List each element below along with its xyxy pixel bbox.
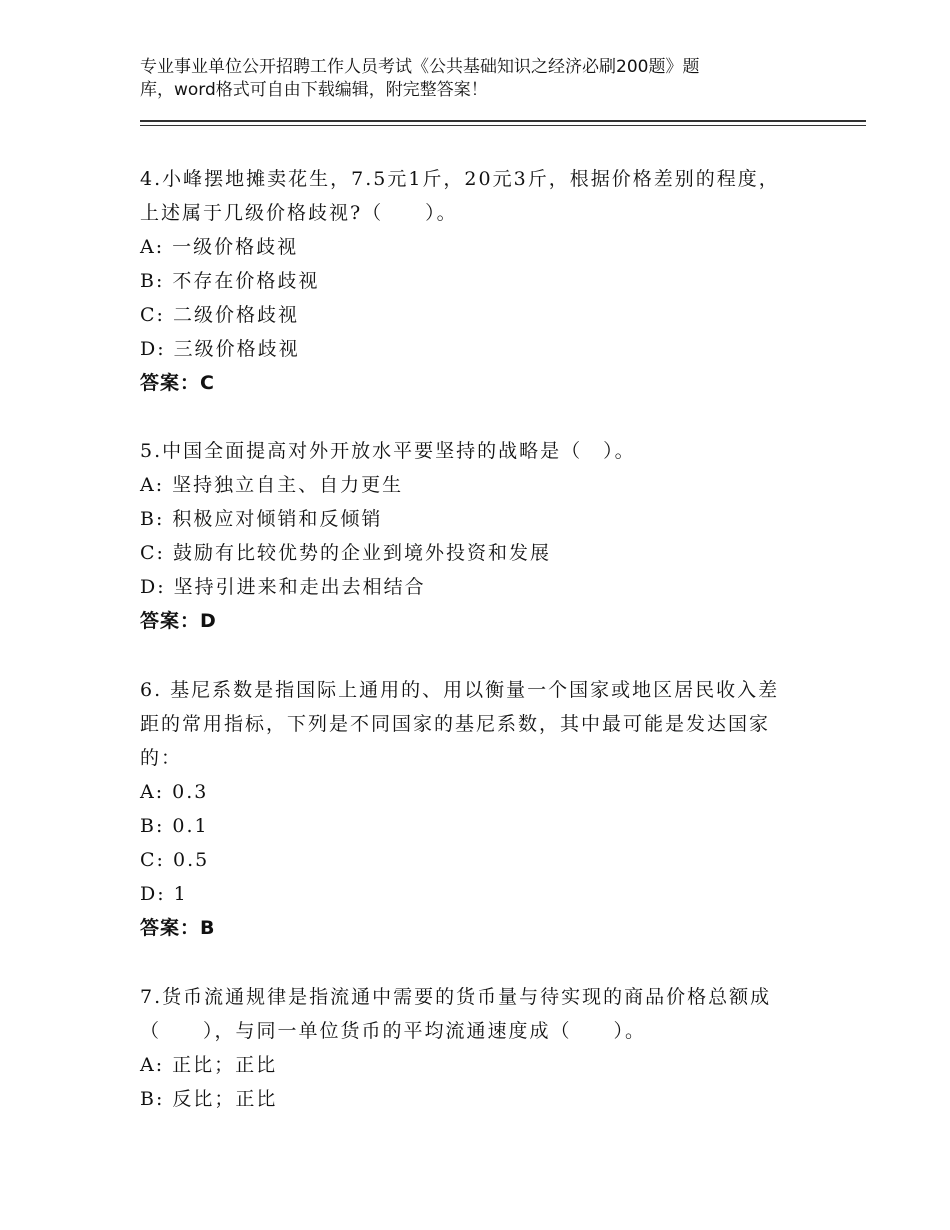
- question-stem: [140, 162, 810, 230]
- option-a: A: 一级价格歧视: [140, 236, 299, 258]
- question-5: [140, 434, 810, 638]
- option-c: C: 鼓励有比较优势的企业到境外投资和发展: [140, 542, 551, 564]
- header-divider-thin: [140, 125, 866, 126]
- option-a: A: 0.3: [140, 781, 209, 803]
- answer: 答案：B: [140, 917, 216, 939]
- question-stem: [140, 673, 810, 775]
- stem-line: 6. 基尼系数是指国际上通用的、用以衡量一个国家或地区居民收入差: [140, 679, 780, 701]
- stem-line: 5.中国全面提高对外开放水平要坚持的战略是（ ）。: [140, 440, 636, 462]
- question-stem: [140, 980, 810, 1048]
- document-header: [140, 56, 790, 102]
- option-d: D: 坚持引进来和走出去相结合: [140, 576, 426, 598]
- answer: 答案：D: [140, 610, 217, 632]
- option-c: C: 0.5: [140, 849, 210, 871]
- answer: 答案：C: [140, 372, 215, 394]
- header-divider-thick: [140, 120, 866, 122]
- stem-line: 的：: [140, 747, 183, 769]
- stem-line: 距的常用指标，下列是不同国家的基尼系数，其中最可能是发达国家: [140, 713, 771, 735]
- option-b: B: 不存在价格歧视: [140, 270, 320, 292]
- option-d: D: 三级价格歧视: [140, 338, 300, 360]
- question-4: [140, 162, 810, 400]
- option-a: A: 正比；正比: [140, 1054, 278, 1076]
- option-b: B: 反比；正比: [140, 1088, 278, 1110]
- header-line-1: 专业事业单位公开招聘工作人员考试《公共基础知识之经济必刷200题》题: [140, 57, 700, 77]
- question-6: [140, 673, 810, 945]
- stem-line: 7.货币流通规律是指流通中需要的货币量与待实现的商品价格总额成: [140, 986, 772, 1008]
- question-stem: [140, 434, 810, 468]
- header-line-2: 库，word格式可自由下载编辑，附完整答案！: [140, 80, 488, 100]
- option-c: C: 二级价格歧视: [140, 304, 299, 326]
- question-7: [140, 980, 810, 1116]
- option-b: B: 0.1: [140, 815, 209, 837]
- option-b: B: 积极应对倾销和反倾销: [140, 508, 383, 530]
- stem-line: 4.小峰摆地摊卖花生，7.5元1斤，20元3斤，根据价格差别的程度，: [140, 168, 780, 190]
- stem-line: 上述属于几级价格歧视?（ ）。: [140, 202, 458, 224]
- option-a: A: 坚持独立自主、自力更生: [140, 474, 404, 496]
- stem-line: （ ），与同一单位货币的平均流通速度成（ ）。: [140, 1020, 647, 1042]
- option-d: D: 1: [140, 883, 188, 905]
